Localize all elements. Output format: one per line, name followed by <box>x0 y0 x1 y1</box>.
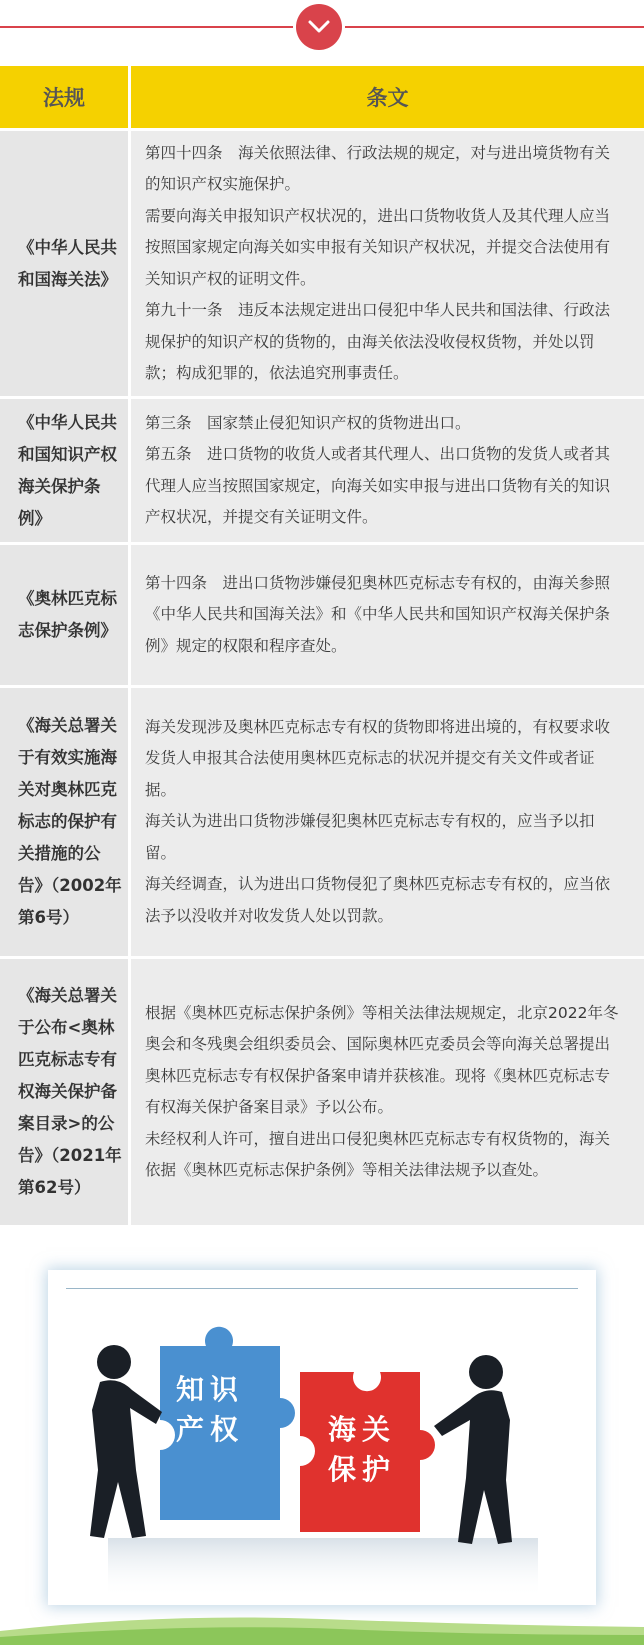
red-piece-label: 海关 保护 <box>328 1413 397 1486</box>
law-name-cell <box>0 545 131 685</box>
puzzle-scene <box>48 1270 596 1605</box>
table-row <box>0 131 644 396</box>
illustration-card <box>48 1270 596 1605</box>
law-name-cell <box>0 688 131 956</box>
article-paragraph: 海关认为进出口货物涉嫌侵犯奥林匹克标志专有权的，应当予以扣留。 <box>145 812 595 862</box>
law-name: 《中华人民共和国知识产权海关保护条例》 <box>18 412 117 528</box>
law-name: 《中华人民共和国海关法》 <box>18 237 117 289</box>
blue-piece-label: 知识 产权 <box>176 1373 245 1446</box>
law-name: 《海关总署关于公布<奥林匹克标志专有权海关保护备案目录>的公告》（2021年第62号） <box>18 986 122 1197</box>
law-text-cell <box>131 131 644 396</box>
law-text-cell <box>131 959 644 1225</box>
law-name-cell <box>0 399 131 542</box>
table-row <box>0 545 644 685</box>
law-name-cell <box>0 959 131 1225</box>
ground-wave <box>0 1605 644 1645</box>
article-paragraph: 第九十一条 违反本法规定进出口侵犯中华人民共和国法律、行政法规保护的知识产权的货物的，由海关依法没收侵权货物，并处以罚款；构成犯罪的，依法追究刑事责任。 <box>145 301 611 382</box>
table-row <box>0 399 644 542</box>
column-header-law: 法规 <box>0 66 131 128</box>
divider-badge <box>296 4 342 50</box>
law-name: 《海关总署关于有效实施海关对奥林匹克标志的保护有关措施的公告》（2002年第6号） <box>18 716 122 927</box>
article-paragraph: 海关发现涉及奥林匹克标志专有权的货物即将进出境的，有权要求收发货人申报其合法使用奥林匹克标志的状况并提交有关文件或者证据。 <box>145 717 611 799</box>
article-paragraph: 根据《奥林匹克标志保护条例》等相关法律法规规定，北京2022年冬奥会和冬残奥会组织委员会、国际奥林匹克委员会等向海关总署提出奥林匹克标志专有权保护备案申请并获核准。现将《奥林匹克标志专有权海关保护备案目录》予以公布。 <box>145 1003 619 1116</box>
table-header-row <box>0 66 644 128</box>
column-header-text: 条文 <box>131 66 644 128</box>
article-paragraph: 第四十四条 海关依照法律、行政法规的规定，对与进出境货物有关的知识产权实施保护。 <box>145 143 611 193</box>
chevron-down-icon <box>307 19 331 35</box>
law-table <box>0 66 644 1225</box>
table-row <box>0 688 644 956</box>
article-paragraph: 未经权利人许可，擅自进出口侵犯奥林匹克标志专有权货物的，海关依据《奥林匹克标志保护条例》等相关法律法规予以查处。 <box>145 1129 611 1179</box>
article-paragraph: 第三条 国家禁止侵犯知识产权的货物进出口。 <box>145 413 471 432</box>
floor-reflection <box>108 1538 538 1598</box>
law-name: 《奥林匹克标志保护条例》 <box>18 589 117 640</box>
law-text-cell <box>131 688 644 956</box>
law-name-cell <box>0 131 131 396</box>
article-paragraph: 需要向海关申报知识产权状况的，进出口货物收货人及其代理人应当按照国家规定向海关如实申报有关知识产权状况，并提交合法使用有关知识产权的证明文件。 <box>145 206 611 288</box>
law-text-cell <box>131 399 644 542</box>
table-row <box>0 959 644 1225</box>
article-paragraph: 第十四条 进出口货物涉嫌侵犯奥林匹克标志专有权的，由海关参照《中华人民共和国海关法》和《中华人民共和国知识产权海关保护条例》规定的权限和程序查处。 <box>145 573 611 655</box>
puzzle-illustration <box>0 1270 644 1645</box>
law-text-cell <box>131 545 644 685</box>
left-figure <box>90 1345 162 1538</box>
right-figure <box>434 1355 512 1544</box>
section-divider <box>0 0 644 52</box>
article-paragraph: 第五条 进口货物的收货人或者其代理人、出口货物的发货人或者其代理人应当按照国家规定，向海关如实申报与进出口货物有关的知识产权状况，并提交有关证明文件。 <box>145 445 611 526</box>
article-paragraph: 海关经调查，认为进出口货物侵犯了奥林匹克标志专有权的，应当依法予以没收并对收发货人处以罚款。 <box>145 875 611 925</box>
